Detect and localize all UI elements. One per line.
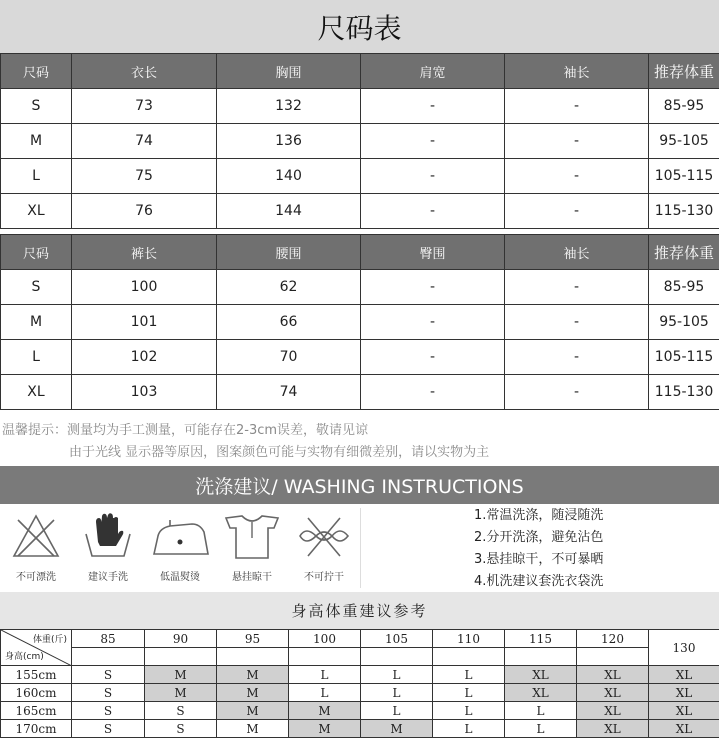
washing-instructions <box>474 505 603 593</box>
size-cell: L <box>361 702 433 720</box>
table-cell: 132 <box>217 89 361 124</box>
table-row <box>1 702 719 720</box>
table-cell: - <box>361 194 505 229</box>
page-title: 尺码表 <box>0 0 719 53</box>
table-row <box>1 124 719 159</box>
header-cell: 胸围 <box>217 54 361 89</box>
table-cell: 85-95 <box>649 270 719 305</box>
table-cell: XL <box>1 194 72 229</box>
care-label: 建议手洗 <box>88 572 128 583</box>
table-cell: - <box>361 159 505 194</box>
instruction-item: 2.分开洗涤，避免沾色 <box>474 530 604 545</box>
size-cell: L <box>433 720 505 738</box>
table-cell: - <box>505 194 649 229</box>
size-cell: L <box>505 702 577 720</box>
table-cell: 74 <box>217 375 361 410</box>
table-cell: - <box>361 89 505 124</box>
table-cell: - <box>505 340 649 375</box>
table-cell: 66 <box>217 305 361 340</box>
table-header-row <box>1 235 719 270</box>
header-cell: 臀围 <box>361 235 505 270</box>
table-cell: 115-130 <box>649 194 719 229</box>
table-row <box>1 89 719 124</box>
blank-cell <box>361 648 433 666</box>
table-cell: 95-105 <box>649 124 719 159</box>
weight-cell: 110 <box>433 630 505 648</box>
care-label: 不可拧干 <box>304 572 344 583</box>
table-cell: 75 <box>72 159 217 194</box>
height-cell: 160cm <box>1 684 72 702</box>
blank-cell <box>505 648 577 666</box>
washing-title: 洗涤建议/ WASHING INSTRUCTIONS <box>0 466 719 504</box>
size-cell: M <box>217 684 289 702</box>
table-cell: S <box>1 89 72 124</box>
header-cell: 肩宽 <box>361 54 505 89</box>
table-cell: - <box>361 375 505 410</box>
size-cell: M <box>289 720 361 738</box>
size-cell: L <box>433 684 505 702</box>
table-cell: 74 <box>72 124 217 159</box>
table-cell: 70 <box>217 340 361 375</box>
hand-wash-icon <box>82 510 134 562</box>
table-cell: - <box>361 270 505 305</box>
instruction-item: 4.机洗建议套洗衣袋洗 <box>474 574 604 589</box>
no-wring-icon <box>296 510 352 562</box>
table-cell: 115-130 <box>649 375 719 410</box>
care-item <box>216 504 288 592</box>
table-cell: - <box>361 305 505 340</box>
table-cell: M <box>1 305 72 340</box>
low-temp-iron-icon <box>150 510 210 562</box>
table-cell: - <box>505 124 649 159</box>
weight-cell: 100 <box>289 630 361 648</box>
size-cell: XL <box>505 666 577 684</box>
header-cell: 裤长 <box>72 235 217 270</box>
table-cell: 100 <box>72 270 217 305</box>
table-cell: 144 <box>217 194 361 229</box>
table-cell: - <box>361 340 505 375</box>
size-cell: M <box>217 702 289 720</box>
weight-cell: 115 <box>505 630 577 648</box>
table-cell: - <box>505 159 649 194</box>
weight-header-row <box>1 630 719 648</box>
instruction-item: 1.常温洗涤，随浸随洗 <box>474 508 604 523</box>
blank-cell <box>577 648 649 666</box>
corner-cell <box>1 630 72 666</box>
size-cell: L <box>289 684 361 702</box>
table-cell: - <box>505 270 649 305</box>
reference-title: 身高体重建议参考 <box>0 592 719 629</box>
table-cell: L <box>1 340 72 375</box>
care-item <box>72 504 144 592</box>
care-label: 悬挂晾干 <box>232 572 272 583</box>
table-cell: - <box>505 305 649 340</box>
height-cell: 170cm <box>1 720 72 738</box>
table-row <box>1 340 719 375</box>
size-cell: XL <box>577 702 649 720</box>
size-cell: XL <box>649 666 719 684</box>
care-label: 低温熨烫 <box>160 572 200 583</box>
care-item <box>144 504 216 592</box>
blank-cell <box>433 648 505 666</box>
table-cell: - <box>505 375 649 410</box>
table-header-row <box>1 54 719 89</box>
size-cell: M <box>217 666 289 684</box>
blank-cell <box>217 648 289 666</box>
size-cell: S <box>72 702 145 720</box>
size-cell: M <box>289 702 361 720</box>
weight-header-row-blank <box>1 648 719 666</box>
table-cell: 140 <box>217 159 361 194</box>
height-weight-table <box>0 629 719 738</box>
size-cell: M <box>145 684 217 702</box>
table-row <box>1 159 719 194</box>
weight-cell: 95 <box>217 630 289 648</box>
weight-cell: 105 <box>361 630 433 648</box>
table-row <box>1 270 719 305</box>
table-cell: - <box>505 89 649 124</box>
size-cell: M <box>217 720 289 738</box>
table-cell: 105-115 <box>649 159 719 194</box>
size-cell: XL <box>649 720 719 738</box>
size-cell: M <box>145 666 217 684</box>
table-cell: 101 <box>72 305 217 340</box>
care-item <box>0 504 72 592</box>
top-size-table <box>0 53 719 229</box>
table-cell: L <box>1 159 72 194</box>
table-cell: 85-95 <box>649 89 719 124</box>
bottom-size-table <box>0 234 719 410</box>
table-cell: 73 <box>72 89 217 124</box>
table-cell: XL <box>1 375 72 410</box>
size-cell: S <box>72 720 145 738</box>
size-cell: L <box>361 684 433 702</box>
table-cell: - <box>361 124 505 159</box>
table-row <box>1 375 719 410</box>
table-row <box>1 720 719 738</box>
table-cell: 105-115 <box>649 340 719 375</box>
size-cell: XL <box>577 684 649 702</box>
table-cell: M <box>1 124 72 159</box>
size-cell: L <box>505 720 577 738</box>
height-cell: 155cm <box>1 666 72 684</box>
table-cell: 103 <box>72 375 217 410</box>
divider <box>360 508 361 588</box>
blank-cell <box>145 648 217 666</box>
no-bleach-icon <box>10 510 62 562</box>
header-cell: 袖长 <box>505 235 649 270</box>
notes <box>2 420 489 464</box>
care-icons <box>0 504 360 592</box>
size-cell: L <box>289 666 361 684</box>
table-row <box>1 305 719 340</box>
table-cell: 136 <box>217 124 361 159</box>
note-line: 由于光线 显示器等原因，图案颜色可能与实物有细微差别，请以实物为主 <box>69 445 490 460</box>
table-cell: 76 <box>72 194 217 229</box>
size-cell: S <box>72 684 145 702</box>
weight-cell: 85 <box>72 630 145 648</box>
header-cell: 袖长 <box>505 54 649 89</box>
corner-top-label: 体重(斤) <box>32 635 67 645</box>
size-cell: S <box>145 720 217 738</box>
size-cell: S <box>145 702 217 720</box>
height-cell: 165cm <box>1 702 72 720</box>
blank-cell <box>289 648 361 666</box>
corner-bottom-label: 身高(cm) <box>5 652 44 662</box>
size-cell: L <box>433 666 505 684</box>
header-cell: 推荐体重 <box>649 235 719 270</box>
care-label: 不可漂洗 <box>16 572 56 583</box>
table-cell: 62 <box>217 270 361 305</box>
size-cell: XL <box>649 702 719 720</box>
hang-dry-icon <box>222 510 282 562</box>
size-cell: L <box>433 702 505 720</box>
header-cell: 衣长 <box>72 54 217 89</box>
header-cell: 尺码 <box>1 235 72 270</box>
note-line: 温馨提示：测量均为手工测量，可能存在2-3cm误差，敬请见谅 <box>2 423 369 438</box>
table-row <box>1 666 719 684</box>
size-cell: XL <box>649 684 719 702</box>
table-cell: 95-105 <box>649 305 719 340</box>
table-cell: S <box>1 270 72 305</box>
header-cell: 腰围 <box>217 235 361 270</box>
weight-cell: 130 <box>649 630 719 666</box>
size-cell: XL <box>505 684 577 702</box>
weight-cell: 120 <box>577 630 649 648</box>
header-cell: 推荐体重 <box>649 54 719 89</box>
blank-cell <box>72 648 145 666</box>
care-item <box>288 504 360 592</box>
size-cell: M <box>361 720 433 738</box>
instruction-item: 3.悬挂晾干，不可暴晒 <box>474 552 604 567</box>
size-cell: XL <box>577 666 649 684</box>
size-cell: S <box>72 666 145 684</box>
table-row <box>1 684 719 702</box>
table-cell: 102 <box>72 340 217 375</box>
size-cell: XL <box>577 720 649 738</box>
size-cell: L <box>361 666 433 684</box>
header-cell: 尺码 <box>1 54 72 89</box>
weight-cell: 90 <box>145 630 217 648</box>
table-row <box>1 194 719 229</box>
